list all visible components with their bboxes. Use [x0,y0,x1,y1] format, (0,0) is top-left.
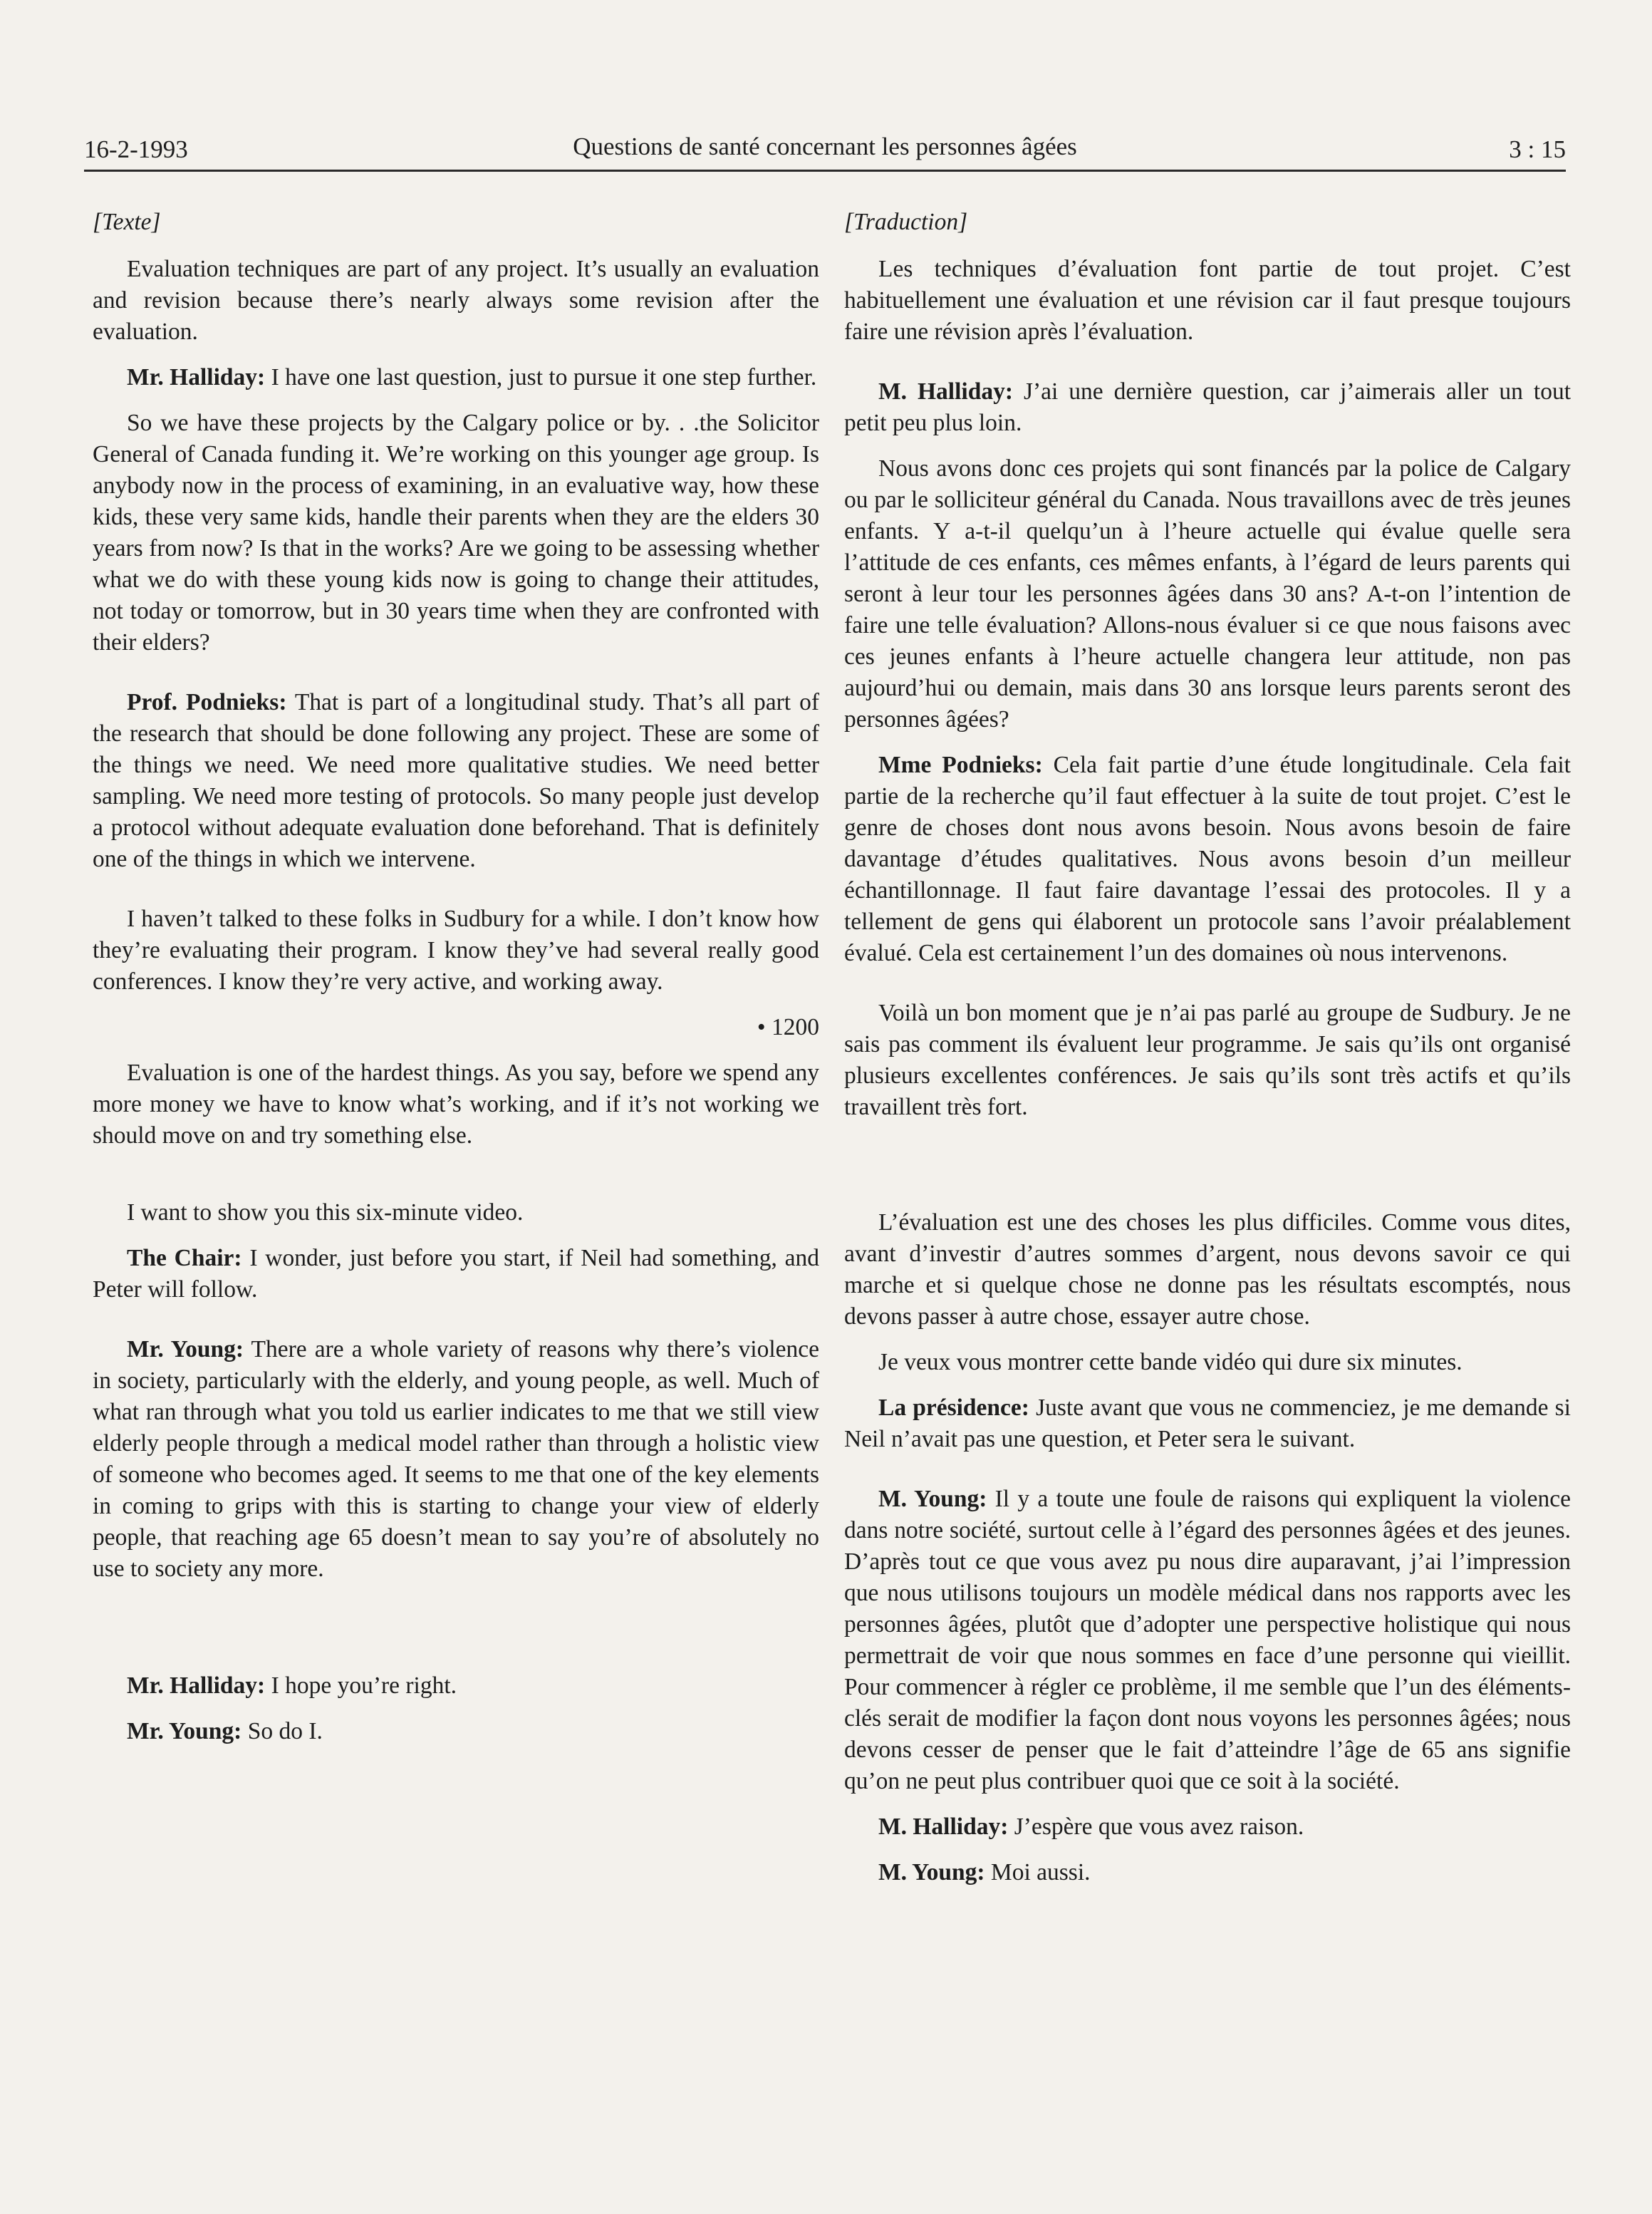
en-speech-text: I hope you’re right. [265,1672,457,1699]
fr-speaker-halliday: M. Halliday: [878,378,1013,405]
en-paragraph-11 [93,1716,819,1747]
header-title: Questions de santé concernant les personnes âgées [573,133,1077,160]
en-speech-text: I have one last question, just to pursue it one step further. [265,364,817,390]
en-speaker-halliday: Mr. Halliday: [127,364,266,390]
fr-paragraph-5: Voilà un bon moment que je n’ai pas parlé au groupe de Sudbury. Je ne sais pas comment ils évaluent leur programme. Je sais qu’ils ont organisé plusieurs excellentes conférences. Je sais qu’ils sont très actifs et qu’ils travaillent très fort. [844,1000,1571,1120]
fr-paragraph-1: Les techniques d’évaluation font partie de tout projet. C’est habituellement une évaluation et une révision car il faut presque toujours faire une révision après l’évaluation. [844,256,1571,345]
fr-speaker-young: M. Young: [878,1859,985,1885]
en-paragraph-2 [93,362,819,393]
en-paragraph-10 [93,1670,819,1702]
en-speech-text: There are a whole variety of reasons why there’s violence in society, particularly with the elderly, and young people, as well. Much of what ran through what you told us earlier indicates to me that we still view elderly people through a medical model rather than through a holistic view of someone who becomes aged. It seems to me that one of the key elements in coming to grips with this is starting to change your view of elderly people, that reaching age 65 doesn’t mean to say you’re of absolutely no use to society any more. [93,1336,819,1582]
fr-paragraph-3: Nous avons donc ces projets qui sont financés par la police de Calgary ou par le solliciteur général du Canada. Nous travaillons avec de très jeunes enfants. Y a-t-il quelqu’un à l’heure actuelle qui évalue quelle sera l’attitude de ces enfants, ces mêmes enfants, à l’égard de leurs parents qui seront à leur tour les personnes âgées dans 30 ans? A-t-on l’intention de faire une telle évaluation? Allons-nous évaluer si ce que nous faisons avec ces jeunes enfants à l’heure actuelle changera leur attitude, non pas aujourd’hui ou demain, mais dans 30 ans lorsque leurs parents seront des personnes âgées? [844,455,1571,733]
fr-speech-text: Il y a toute une foule de raisons qui expliquent la violence dans notre société, surtout celle à l’égard des personnes âgées et des jeunes. D’après tout ce que vous avez pu nous dire auparavant, j’ai l’impression que nous utilisons toujours un modèle médical dans nos rapports avec les personnes âgées, plutôt que d’adopter une perspective holistique qui nous permettrait de voir que nous sommes en face d’une personne qui vieillit. Pour commencer à régler ce problème, il me semble que l’un des éléments-clés serait de modifier la façon dont nous voyons les personnes âgées; nous devons cesser de penser que le fait d’atteindre l’âge de 65 ans signifie qu’on ne peut plus contribuer quoi que ce soit à la société. [844,1486,1572,1794]
en-speech-text: I wonder, just before you start, if Neil had something, and Peter will follow. [93,1245,819,1303]
fr-paragraph-7: Je veux vous montrer cette bande vidéo qui dure six minutes. [878,1349,1463,1375]
fr-paragraph-10 [844,1811,1571,1843]
en-speaker-chair: The Chair: [127,1245,242,1271]
fr-speech-text: J’ai une dernière question, car j’aimerais aller un tout petit peu plus loin. [844,378,1571,436]
en-speaker-podnieks: Prof. Podnieks: [127,689,287,715]
fr-paragraph-6: L’évaluation est une des choses les plus difficiles. Comme vous dites, avant d’investir d’autres sommes d’argent, nous devons savoir ce qui marche et si quelque chose ne donne pas les résultats escomptés, nous devons passer à autre chose, essayer autre chose. [844,1209,1571,1330]
en-paragraph-4 [93,687,819,875]
en-speaker-halliday: Mr. Halliday: [127,1672,266,1699]
en-paragraph-7: I want to show you this six-minute video. [127,1199,524,1226]
fr-paragraph-11 [844,1857,1571,1888]
fr-speaker-podnieks: Mme Podnieks: [878,752,1043,778]
time-marker: • 1200 [757,1014,819,1040]
en-paragraph-9 [93,1334,819,1585]
header-date: 16-2-1993 [84,135,188,163]
fr-speech-text: J’espère que vous avez raison. [1008,1814,1304,1840]
fr-speaker-young: M. Young: [878,1486,987,1512]
fr-speech-text: Cela fait partie d’une étude longitudinale. Cela fait partie de la recherche qu’il faut effectuer à la suite de tout projet. C’est le genre de choses dont nous avons besoin. Nous avons besoin de faire davantage d’études qualitatives. Nous avons besoin d’un meilleur échantillonnage. Il faut faire davantage l’essai des protocoles. Il y a tellement de gens qui élaborent un protocole sans l’avoir préalablement évalué. Cela est certainement l’un des domaines où nous intervenons. [844,752,1571,966]
en-speech-text: So do I. [241,1718,323,1744]
fr-paragraph-9 [844,1484,1571,1797]
english-column [93,207,819,1762]
en-speaker-young: Mr. Young: [127,1718,242,1744]
en-paragraph-1: Evaluation techniques are part of any project. It’s usually an evaluation and revision because there’s nearly always some revision after the evaluation. [93,256,819,345]
en-paragraph-5: I haven’t talked to these folks in Sudbury for a while. I don’t know how they’re evaluating their program. I know they’ve had several really good conferences. I know they’re very active, and working away. [93,906,819,995]
french-label: [Traduction] [844,209,968,235]
en-speech-text: That is part of a longitudinal study. That’s all part of the research that should be done following any project. These are some of the things we need. We need more qualitative studies. We need better sampling. We need more testing of protocols. So many people just develop a protocol without adequate evaluation done beforehand. That is definitely one of the things in which we intervene. [93,689,820,872]
fr-speaker-halliday: M. Halliday: [878,1814,1009,1840]
en-paragraph-8 [93,1243,819,1305]
fr-paragraph-2 [844,376,1571,439]
fr-speech-text: Juste avant que vous ne commenciez, je me demande si Neil n’avait pas une question, et Peter sera le suivant. [844,1395,1571,1452]
english-label: [Texte] [93,209,161,235]
fr-paragraph-8 [844,1392,1571,1455]
en-speaker-young: Mr. Young: [127,1336,244,1362]
page-header [84,120,1566,172]
en-paragraph-6: Evaluation is one of the hardest things. As you say, before we spend any more money we have to know what’s working, and if it’s not working we should move on and try something else. [93,1060,819,1149]
fr-speaker-presidence: La présidence: [878,1395,1029,1421]
en-paragraph-3: So we have these projects by the Calgary police or by. . .the Solicitor General of Canada funding it. We’re working on this younger age group. Is anybody now in the process of examining, in an evaluative way, how these kids, these very same kids, handle their parents when they are the elders 30 years from now? Is that in the works? Are we going to be assessing whether what we do with these young kids now is going to change their attitudes, not today or tomorrow, but in 30 years time when they are confronted with their elders? [93,410,819,656]
header-page-number: 3 : 15 [1509,135,1566,163]
fr-speech-text: Moi aussi. [985,1859,1091,1885]
fr-paragraph-4 [844,750,1571,969]
french-column [844,207,1571,1903]
